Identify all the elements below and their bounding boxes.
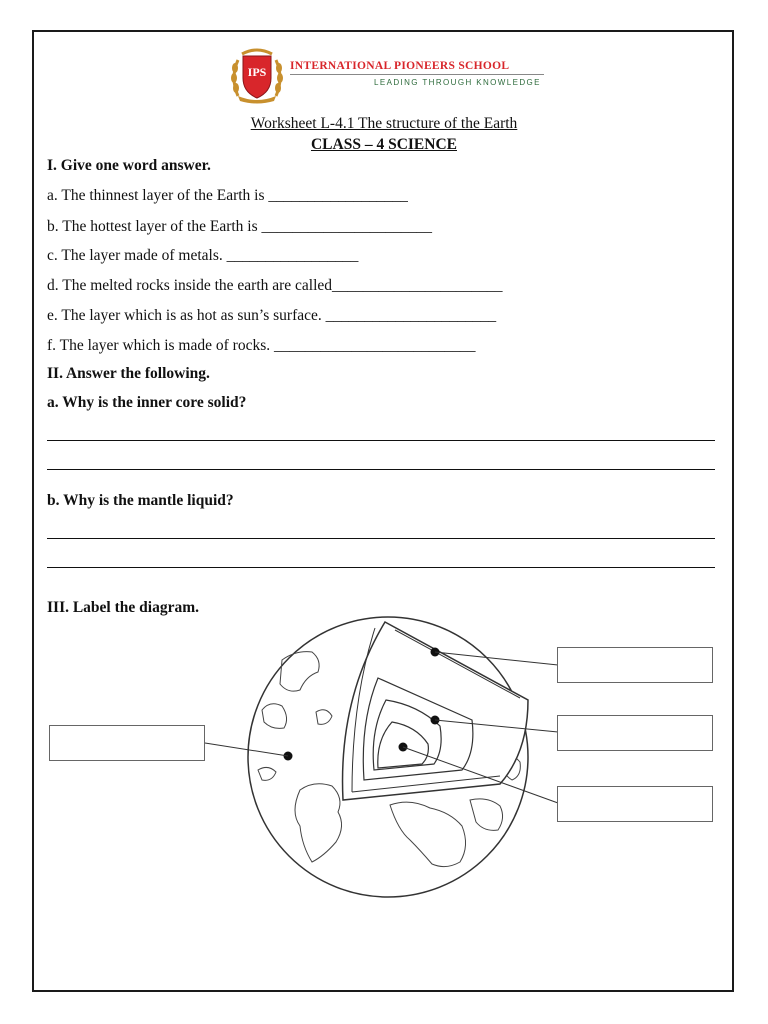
section2-heading: II. Answer the following.: [47, 365, 210, 382]
section3-heading: III. Label the diagram.: [47, 599, 199, 616]
question-item: f. The layer which is made of rocks. __________________________: [47, 337, 476, 354]
label-box-left[interactable]: [49, 725, 205, 761]
question-item: b. The hottest layer of the Earth is ______________________: [47, 218, 433, 235]
class-subject-title: CLASS – 4 SCIENCE: [310, 136, 457, 153]
question-item: c. The layer made of metals. _________________: [47, 247, 359, 264]
worksheet-title: Worksheet L-4.1 The structure of the Earth: [250, 115, 518, 132]
question-inner-core: a. Why is the inner core solid?: [47, 394, 247, 411]
label-box-right-top[interactable]: [557, 647, 713, 683]
question-item: d. The melted rocks inside the earth are called______________________: [47, 277, 503, 294]
label-box-right-middle[interactable]: [557, 715, 713, 751]
section1-heading: I. Give one word answer.: [47, 157, 211, 174]
question-item: a. The thinnest layer of the Earth is __________________: [47, 187, 408, 204]
question-item: e. The layer which is as hot as sun’s surface. ______________________: [47, 307, 497, 324]
question-mantle: b. Why is the mantle liquid?: [47, 492, 234, 509]
school-name: INTERNATIONAL PIONEERS SCHOOL: [290, 60, 510, 72]
label-box-right-bottom[interactable]: [557, 786, 713, 822]
svg-text:IPS: IPS: [247, 65, 267, 79]
school-tagline: LEADING THROUGH KNOWLEDGE: [374, 78, 541, 87]
